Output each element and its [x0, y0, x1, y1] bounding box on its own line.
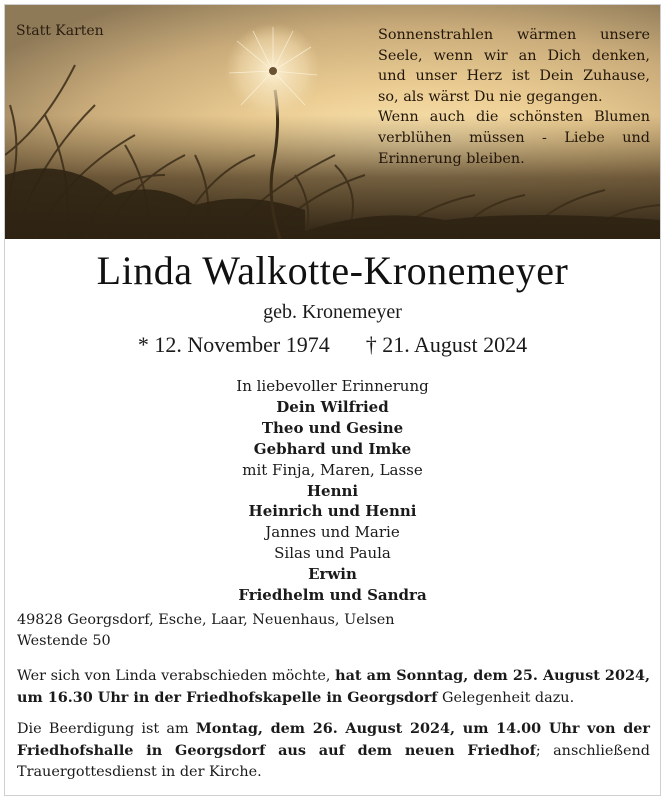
family-line: Silas und Paula: [274, 544, 391, 563]
address-line-places: 49828 Georgsdorf, Esche, Laar, Neuenhaus, Uelsen: [17, 612, 395, 628]
poem: [378, 25, 650, 169]
life-dates: [5, 330, 660, 360]
farewell-text: Wer sich von Linda verabschieden möchte,: [17, 668, 336, 684]
dandelion-sunset-photo: [5, 5, 660, 239]
obituary-notice: [4, 4, 661, 796]
family-list: [5, 376, 660, 606]
family-line: Dein Wilfried: [276, 397, 389, 416]
family-line: Theo und Gesine: [261, 418, 404, 437]
deceased-name: Linda Walkotte-Kronemeyer: [96, 248, 569, 293]
funeral-details: Montag, dem 26. August 2024, um 14.00 Uhr von der Friedhofshalle in Georgsdorf aus auf dem neuen Friedhof: [17, 720, 650, 759]
address-line-street: Westende 50: [17, 632, 111, 649]
poem-line: so, als wärst Du nie gegangen.: [378, 88, 603, 105]
family-line: Heinrich und Henni: [248, 502, 417, 521]
family-line: Henni: [306, 481, 359, 500]
poem-line: Erinnerung bleiben.: [378, 150, 525, 167]
address-block: [17, 610, 647, 651]
statt-karten-label: Statt Karten: [16, 23, 104, 39]
family-line: Jannes und Marie: [265, 523, 400, 542]
poem-line: Wenn auch die schönsten Blumen: [378, 109, 650, 126]
birth-name: geb. Kronemeyer: [263, 301, 402, 323]
funeral-paragraph: [17, 718, 650, 783]
birth-date: * 12. November 1974: [137, 332, 330, 357]
farewell-details: hat am Sonntag, dem 25. August 2024, um 16.30 Uhr in der Friedhofskapelle in Georgsdorf: [17, 667, 650, 706]
family-line: Friedhelm und Sandra: [238, 586, 427, 605]
death-date: † 21. August 2024: [365, 332, 528, 357]
poem-line: Seele, wenn wir an Dich denken,: [378, 47, 650, 64]
funeral-text-end: ; anschließend Trauergottesdienst in der Kirche.: [17, 743, 650, 780]
funeral-text: Die Beerdigung ist am: [17, 721, 196, 737]
family-line: Gebhard und Imke: [253, 439, 412, 458]
farewell-paragraph: [17, 665, 650, 709]
poem-line: Sonnenstrahlen wärmen unsere: [378, 27, 650, 43]
family-line: mit Finja, Maren, Lasse: [242, 460, 423, 479]
farewell-text-end: Gelegenheit dazu.: [437, 690, 575, 706]
family-line: Erwin: [308, 565, 357, 584]
poem-line: verblühen müssen - Liebe und: [378, 129, 650, 146]
family-line: In liebevoller Erinnerung: [236, 377, 429, 395]
poem-line: und unser Herz ist Dein Zuhause,: [378, 68, 650, 85]
